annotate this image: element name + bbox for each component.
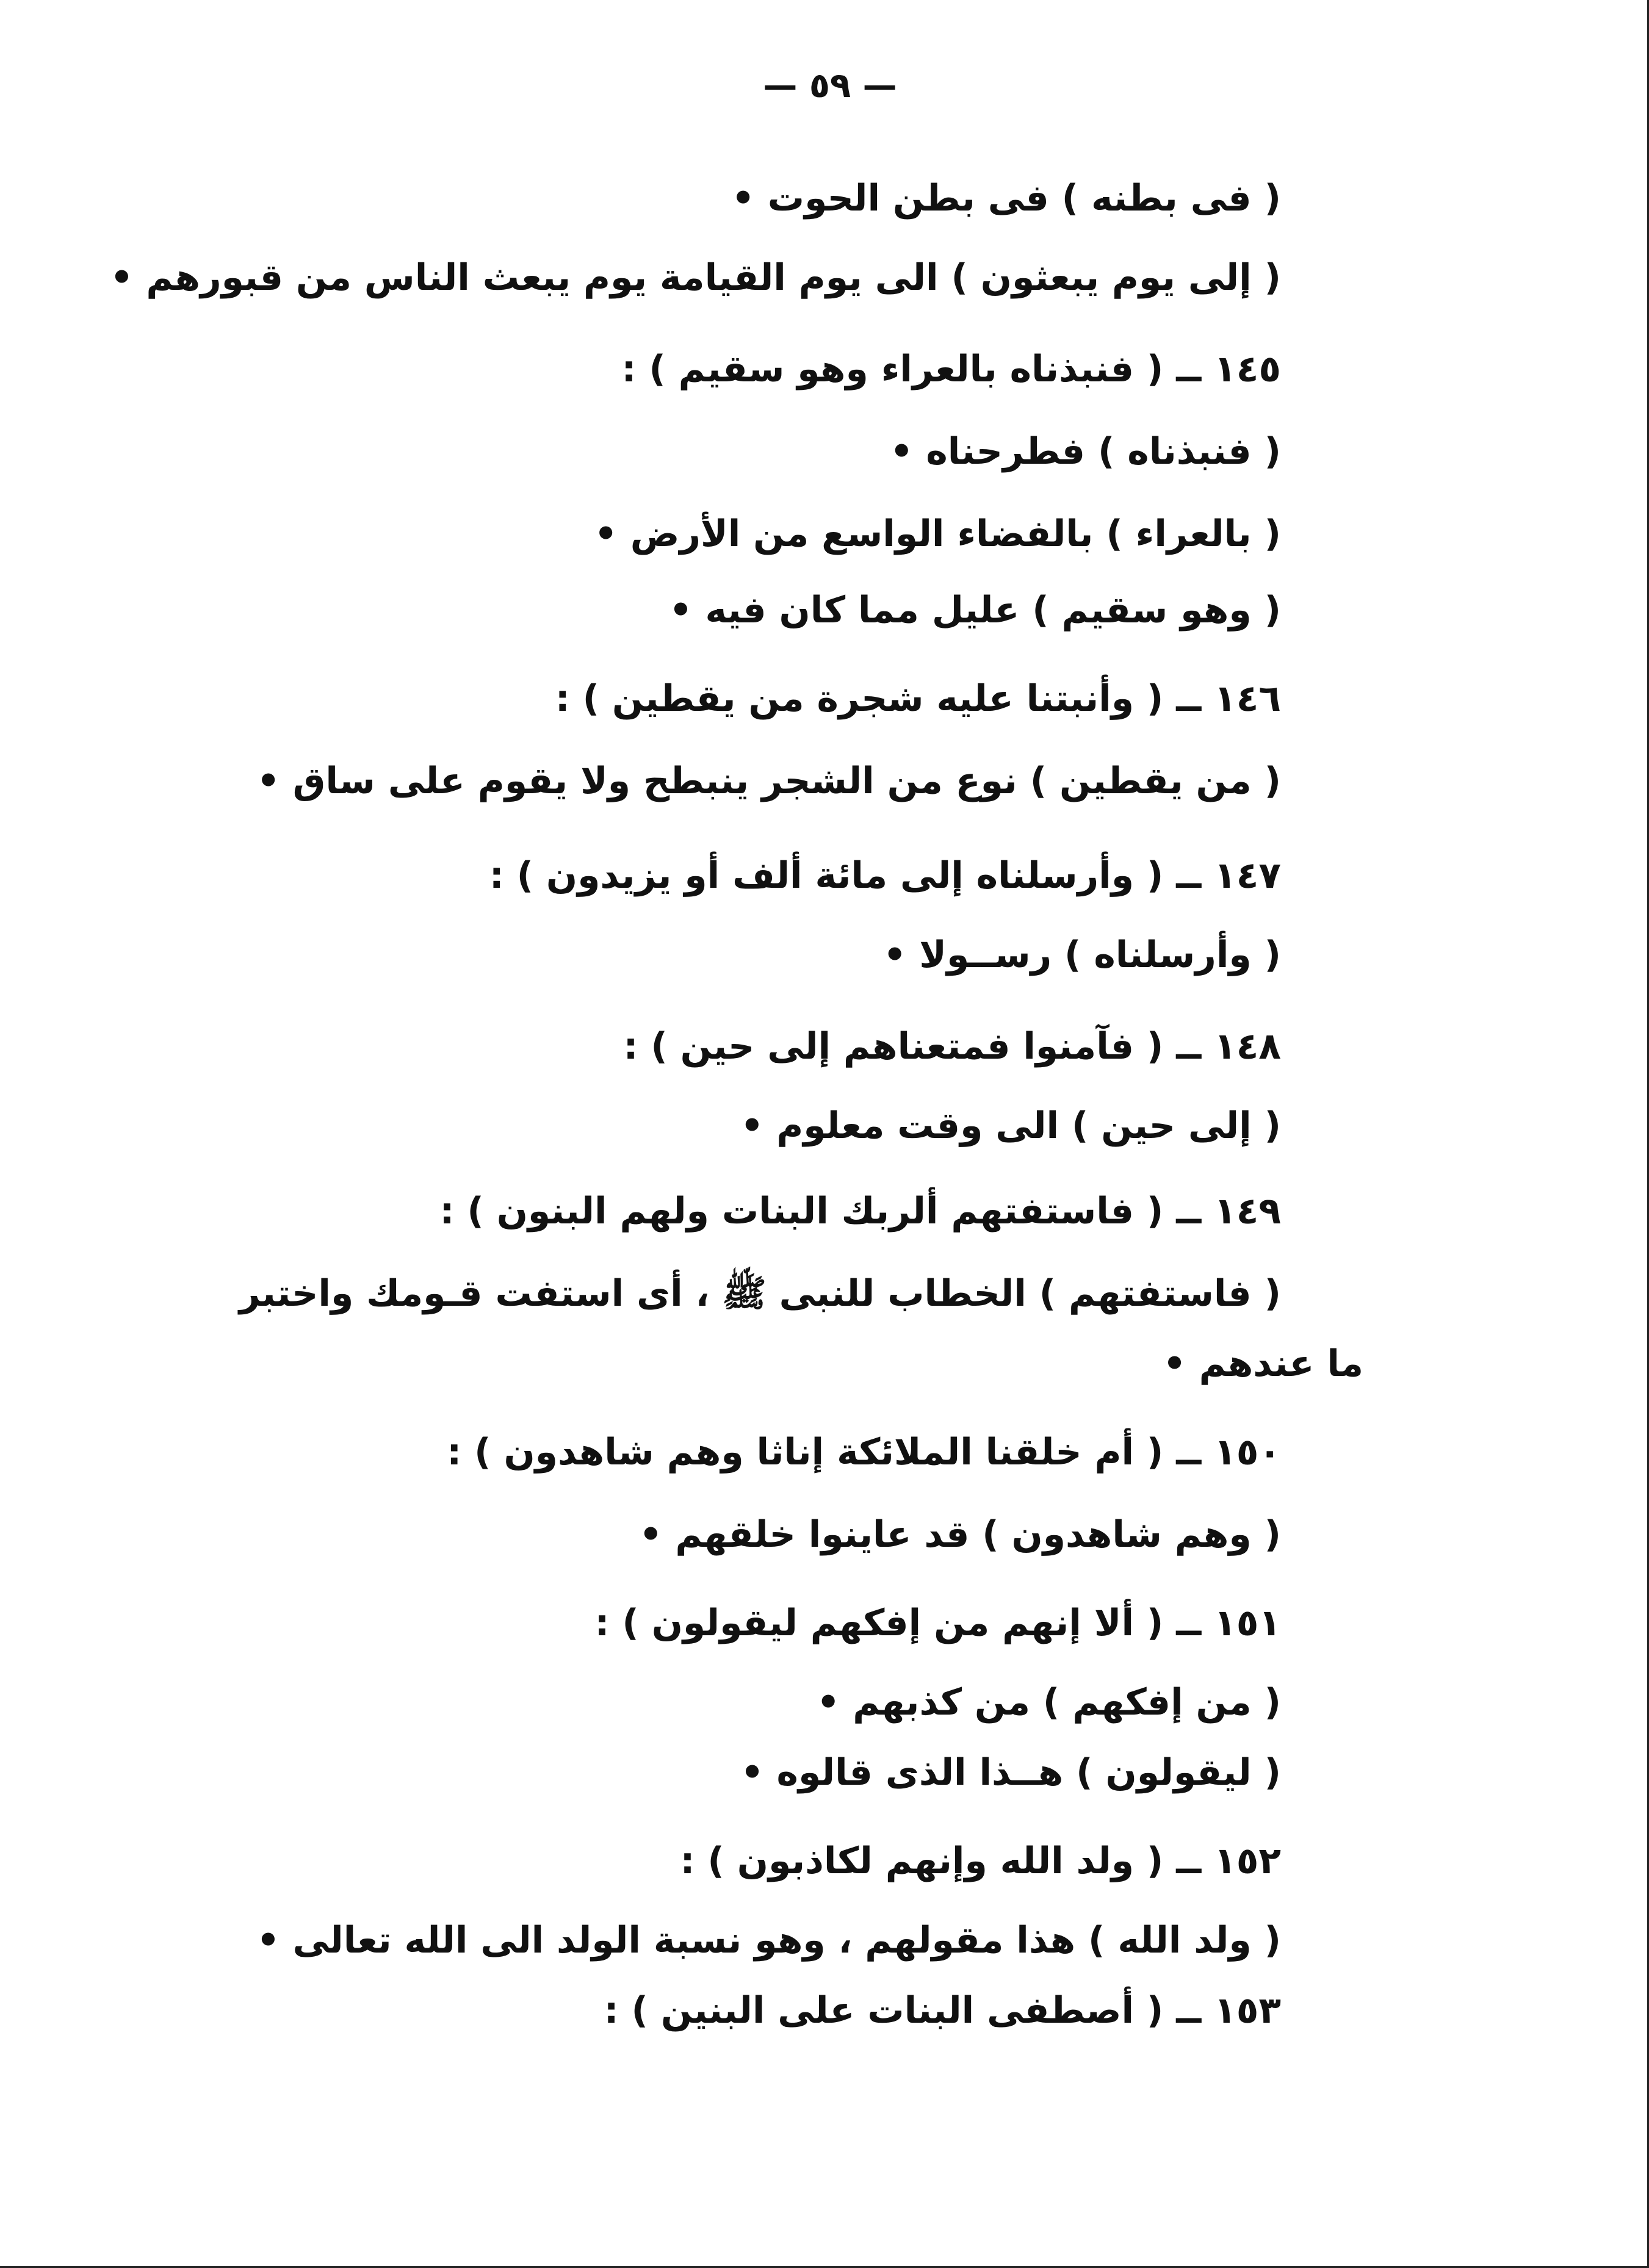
text-line: ( فاستفتهم ) الخطاب للنبى ﷺ ، أى استفت قـومك واختبر [239, 1272, 1281, 1315]
verse-heading: ١٥١ ــ ( ألا إنهم من إفكهم ليقولون ) : [594, 1602, 1281, 1644]
text-line: ( فى بطنه ) فى بطن الحوت • [731, 177, 1281, 220]
page-number: — ٥٩ — [763, 66, 897, 106]
verse-heading: ١٥٣ ــ ( أصطفى البنات على البنين ) : [604, 1989, 1281, 2032]
text-line: ( وهو سقيم ) عليل مما كان فيه • [669, 589, 1281, 632]
verse-heading: ١٥٢ ــ ( ولد الله وإنهم لكاذبون ) : [680, 1840, 1281, 1882]
text-line: ( إلى يوم يبعثون ) الى يوم القيامة يوم يبعث الناس من قبورهم • [110, 256, 1281, 299]
verse-heading: ١٥٠ ــ ( أم خلقنا الملائكة إناثا وهم شاهدون ) : [447, 1431, 1281, 1474]
text-line: ( فنبذناه ) فطرحناه • [890, 430, 1281, 473]
text-line: ( ليقولون ) هــذا الذى قالوه • [740, 1751, 1281, 1794]
text-line: ( وأرسلناه ) رســولا • [883, 934, 1281, 976]
text-line: ( من إفكهم ) من كذبهم • [817, 1681, 1281, 1724]
verse-heading: ١٤٦ ــ ( وأنبتنا عليه شجرة من يقطين ) : [555, 677, 1281, 720]
text-line: ( من يقطين ) نوع من الشجر ينبطح ولا يقوم على ساق • [256, 760, 1281, 802]
verse-heading: ١٤٩ ــ ( فاستفتهم ألربك البنات ولهم البنون ) : [439, 1190, 1281, 1233]
verse-heading: ١٤٧ ــ ( وأرسلناه إلى مائة ألف أو يزيدون ) : [489, 854, 1281, 897]
verse-heading: ١٤٥ ــ ( فنبذناه بالعراء وهو سقيم ) : [621, 348, 1281, 391]
text-line: ( بالعراء ) بالفضاء الواسع من الأرض • [594, 513, 1281, 555]
text-line: ( إلى حين ) الى وقت معلوم • [740, 1104, 1281, 1147]
verse-heading: ١٤٨ ــ ( فآمنوا فمتعناهم إلى حين ) : [623, 1025, 1281, 1068]
text-line: ( وهم شاهدون ) قد عاينوا خلقهم • [639, 1513, 1281, 1556]
text-line: ( ولد الله ) هذا مقولهم ، وهو نسبة الولد الى الله تعالى • [256, 1919, 1281, 1962]
text-line: ما عندهم • [1163, 1342, 1363, 1385]
